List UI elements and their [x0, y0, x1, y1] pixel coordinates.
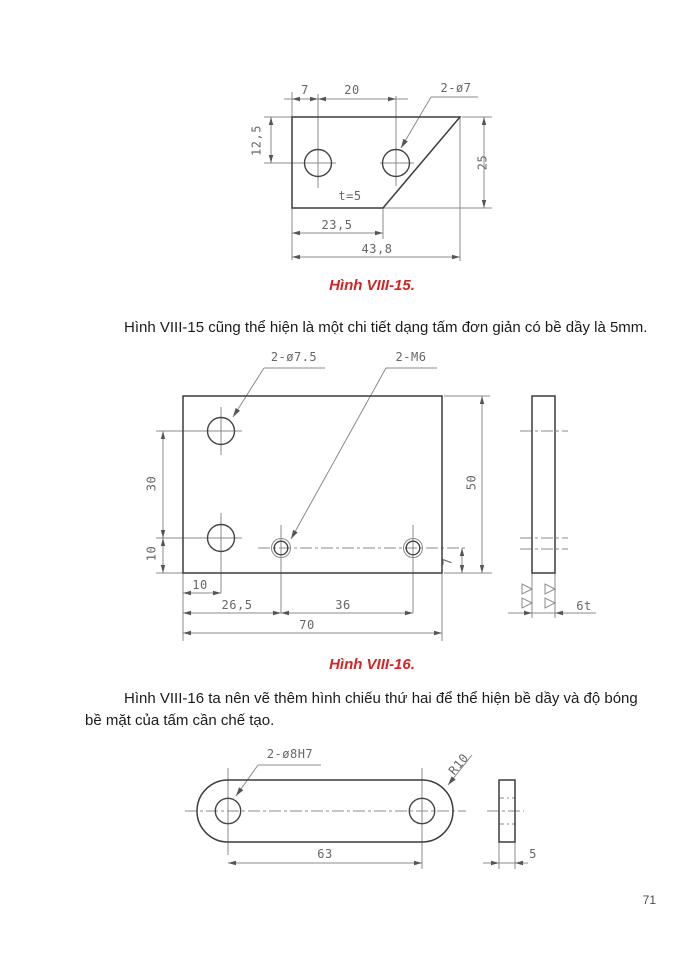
fig15-thickness-label: t=5	[338, 189, 362, 203]
fig16-dim-36: 36	[335, 598, 351, 612]
fig16-dim-10-horizontal: 10	[192, 578, 208, 592]
figure-viii-15-drawing	[240, 78, 520, 270]
fig16-dim-50: 50	[464, 474, 479, 491]
fig15-dim-20: 20	[344, 83, 360, 97]
fig15-dim-43-8: 43,8	[361, 242, 393, 256]
fig16-dim-70: 70	[299, 618, 315, 632]
fig17-holes-label: 2-ø8H7	[266, 747, 314, 761]
fig17-extension-and-dimension-lines	[185, 755, 528, 869]
fig16-dim-26-5: 26,5	[221, 598, 253, 612]
figure-viii-16-caption: Hình VIII-16.	[329, 656, 415, 673]
figure-viii-16-drawing	[140, 345, 610, 645]
fig17-dim-63: 63	[317, 847, 333, 861]
fig16-dim-10-vertical: 10	[144, 545, 159, 562]
paragraph-viii-16-line1: Hình VIII-16 ta nên vẽ thêm hình chiếu thứ hai để thể hiện bề dầy và độ bóng	[124, 690, 638, 707]
fig17-dim-5: 5	[529, 847, 537, 861]
fig17-arrowheads	[228, 776, 523, 865]
fig16-plate-outline	[183, 396, 555, 573]
fig17-radius-label: R10	[445, 750, 472, 778]
figure-viii-15-caption: Hình VIII-15.	[329, 277, 415, 294]
fig16-dim-30: 30	[144, 475, 159, 492]
fig16-thickness-label: 6t	[576, 599, 592, 613]
fig15-dim-25: 25	[475, 154, 490, 171]
fig15-dim-12-5: 12,5	[249, 125, 264, 156]
paragraph-viii-16-line2: bề mặt của tấm cần chế tạo.	[85, 712, 275, 729]
fig16-dim-7: 7	[440, 557, 455, 566]
fig15-arrowheads	[269, 97, 486, 259]
paragraph-viii-15: Hình VIII-15 cũng thể hiện là một chi tiết dạng tấm đơn giản có bề dầy là 5mm.	[124, 319, 648, 336]
fig16-linework	[140, 345, 610, 645]
fig16-surface-finish-marks	[522, 584, 555, 608]
fig15-dim-7: 7	[301, 83, 309, 97]
fig16-threaded-holes-label: 2-M6	[395, 350, 427, 364]
fig16-plain-holes-label: 2-ø7.5	[270, 350, 318, 364]
fig17-linework	[170, 735, 570, 885]
fig15-holes-label: 2-ø7	[440, 81, 472, 95]
page-number: 71	[642, 893, 656, 907]
slotted-plate-drawing	[170, 735, 570, 885]
fig15-dim-23-5: 23,5	[321, 218, 353, 232]
